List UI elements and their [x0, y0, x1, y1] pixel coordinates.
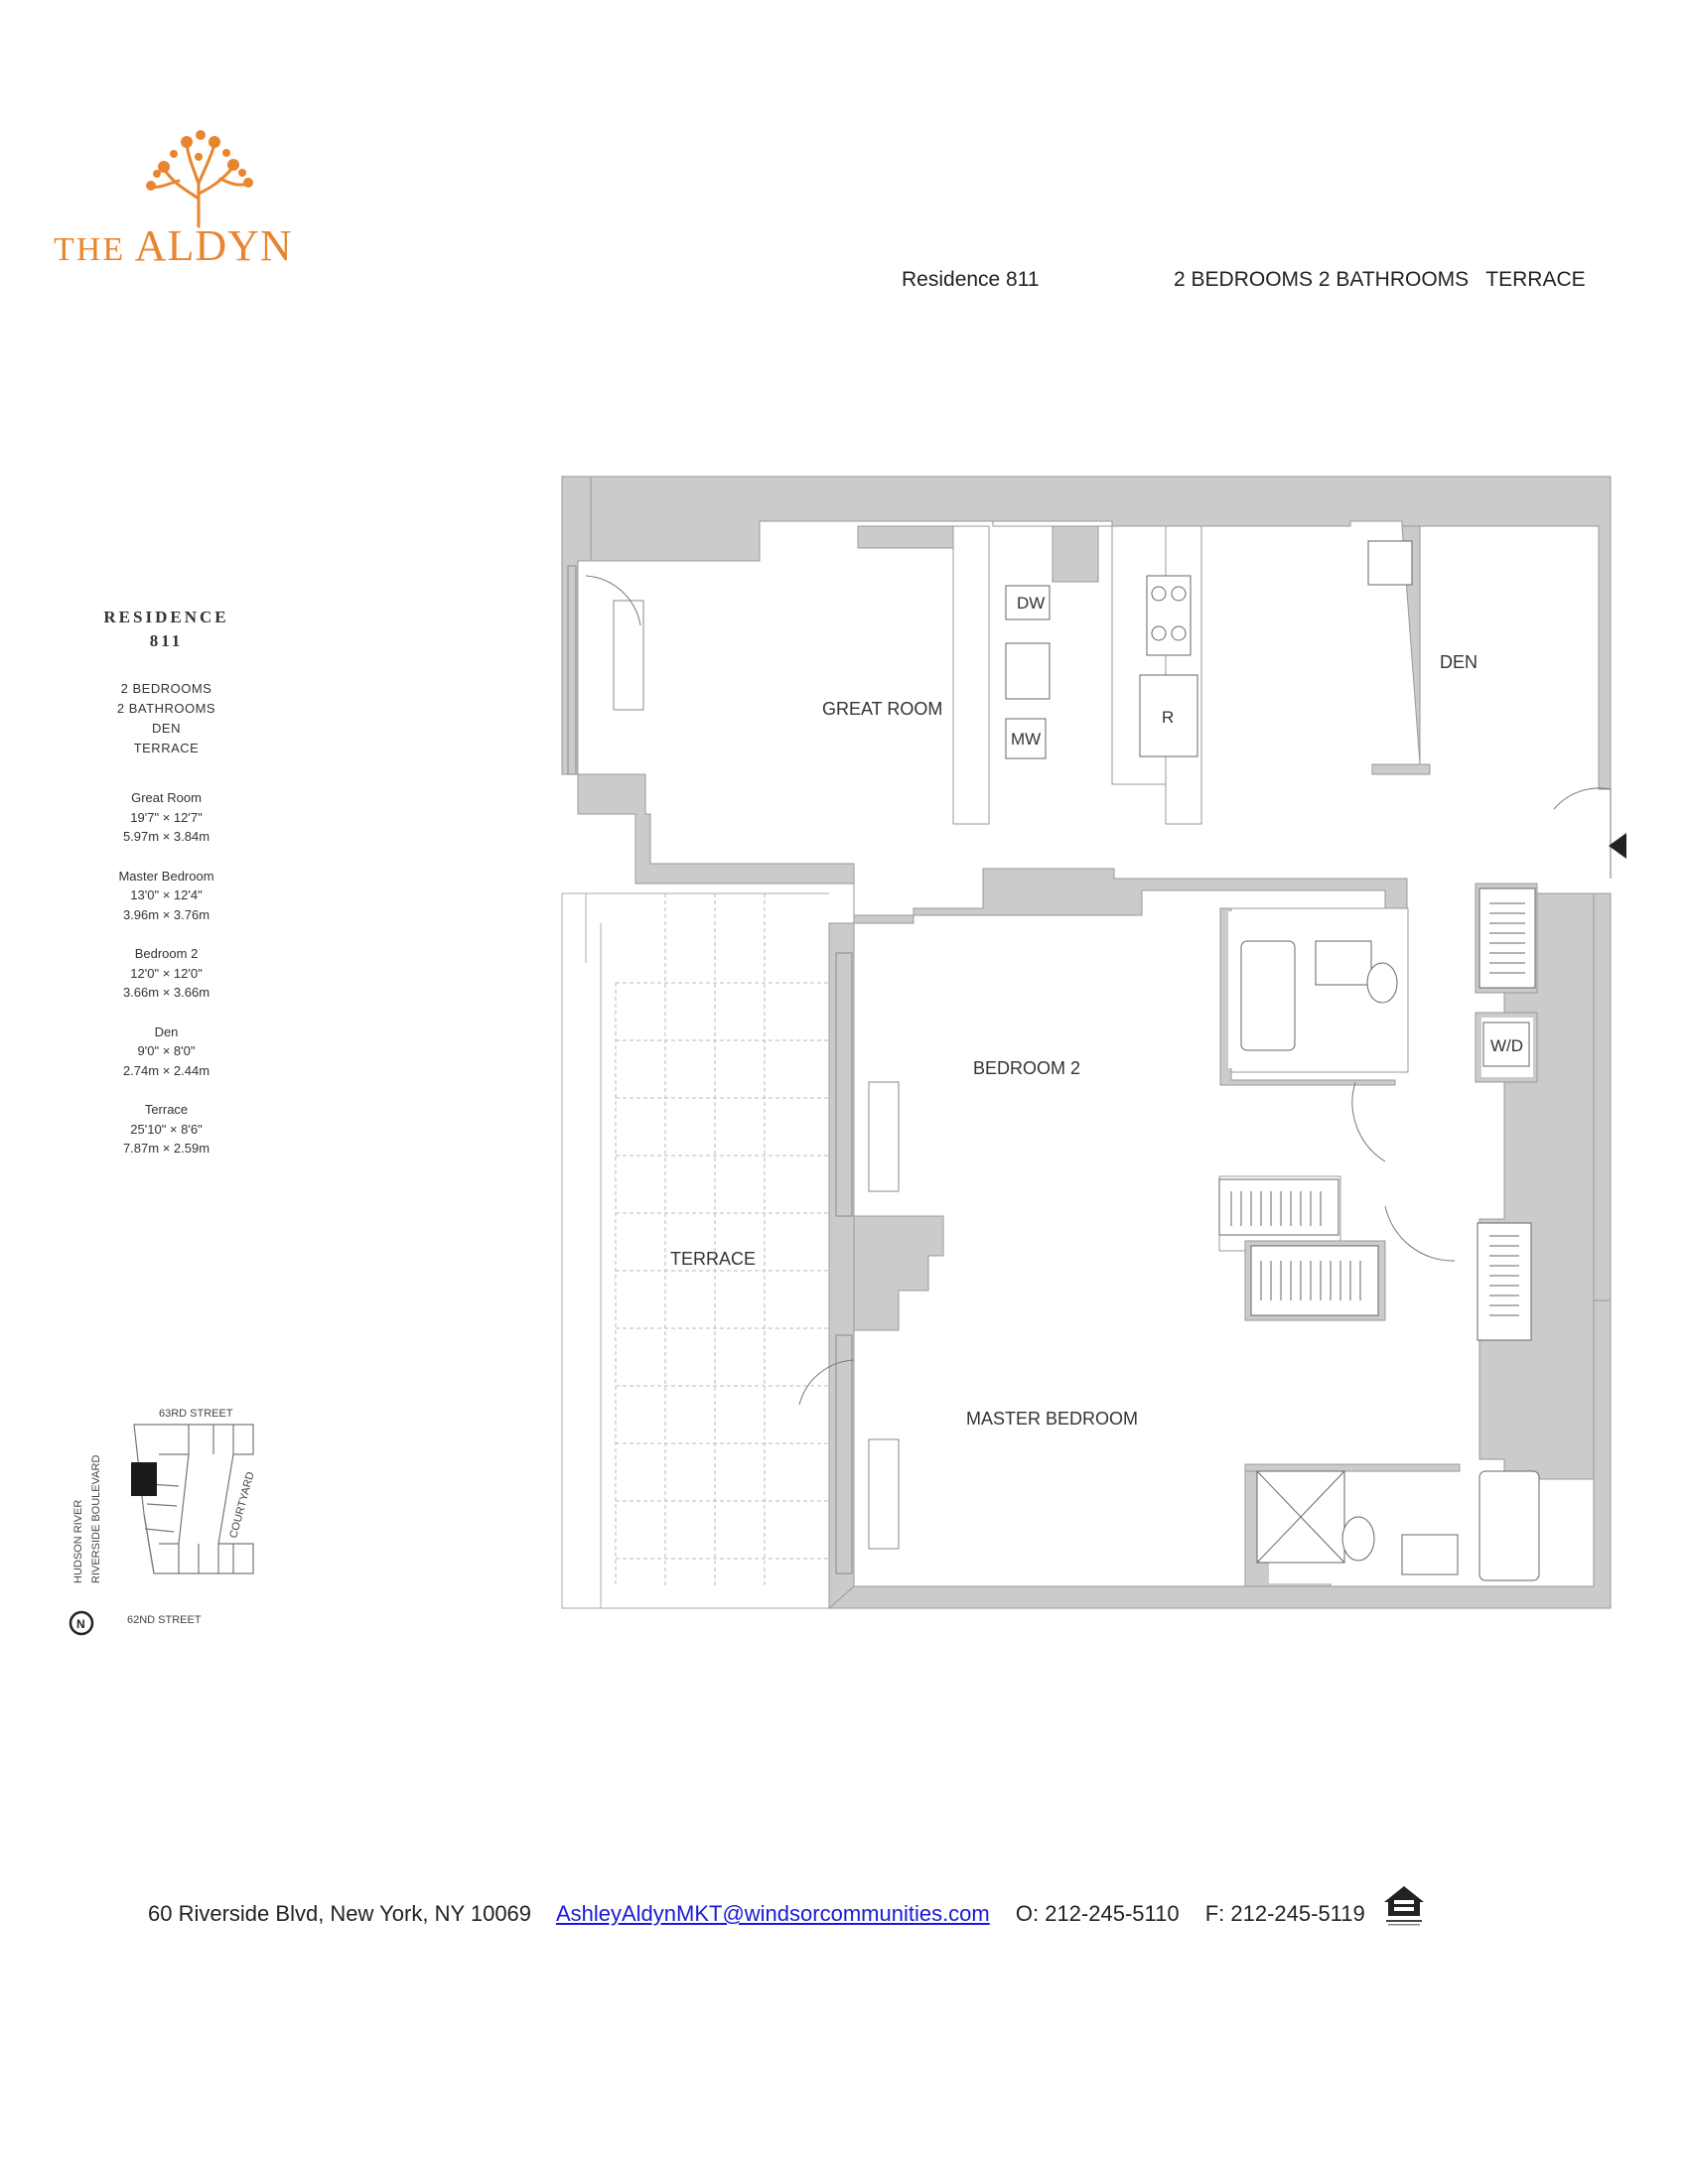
room-metric: 3.96m × 3.76m [122, 906, 211, 922]
room-imperial: 12'0" × 12'0" [130, 965, 203, 981]
doors [586, 576, 1611, 1405]
feature-item: TERRACE [133, 741, 200, 755]
room-dimension-block [60, 944, 273, 1003]
master-bathtub-icon [1479, 1471, 1539, 1580]
room-metric: 2.74m × 2.44m [122, 1062, 211, 1078]
entry-arrow-icon [1609, 833, 1626, 859]
feature-item: 2 BATHROOMS [116, 701, 216, 716]
sidebar-number: 811 [149, 631, 184, 650]
dw-label: DW [1017, 594, 1046, 613]
equal-housing-opportunity-icon [1380, 1882, 1428, 1928]
room-imperial: 9'0" × 8'0" [137, 1043, 196, 1058]
room-name: Den [154, 1024, 179, 1039]
courtyard-label: COURTYARD [227, 1470, 257, 1540]
sidebar-title: RESIDENCE [103, 608, 229, 626]
floor-plan-drawing [556, 467, 1648, 1638]
floor-plan [556, 467, 1648, 1638]
fax-number: F: 212-245-5119 [1204, 1901, 1365, 1926]
stove-icon [1147, 576, 1191, 655]
hudson-river-label: HUDSON RIVER [72, 1499, 84, 1583]
brand-wordmark [54, 220, 293, 271]
den-label: DEN [1440, 652, 1478, 672]
office-phone: O: 212-245-5110 [1015, 1901, 1180, 1926]
north-street-label: 63RD STREET [159, 1408, 233, 1420]
wd-label: W/D [1490, 1036, 1524, 1055]
room-name: Bedroom 2 [134, 946, 199, 961]
mw-label: MW [1011, 730, 1042, 749]
key-plan [60, 1395, 278, 1638]
room-dimension-block [60, 867, 273, 925]
room-name: Terrace [144, 1102, 189, 1117]
key-plan-drawing [60, 1395, 278, 1638]
address: 60 Riverside Blvd, New York, NY 10069 [148, 1901, 532, 1926]
room-name: Master Bedroom [118, 868, 214, 884]
south-street-label: 62ND STREET [127, 1614, 202, 1626]
contact-footer [148, 1901, 1385, 1927]
tree-logo-icon [139, 129, 258, 228]
email-link[interactable]: AshleyAldynMKT@windsorcommunities.com [555, 1901, 990, 1926]
room-metric: 5.97m × 3.84m [122, 829, 211, 844]
riverside-boulevard-label: RIVERSIDE BOULEVARD [90, 1454, 102, 1583]
terrace-label: TERRACE [670, 1249, 757, 1269]
master-toilet-icon [1342, 1517, 1374, 1561]
feature-item: DEN [152, 721, 181, 736]
room-metric: 7.87m × 2.59m [122, 1141, 211, 1156]
residence-sidebar [60, 606, 273, 1178]
plan-walls [562, 477, 1611, 1608]
bedroom2-label: BEDROOM 2 [973, 1058, 1081, 1078]
room-name: Great Room [131, 790, 202, 805]
great-room-label: GREAT ROOM [822, 699, 943, 719]
den-cabinet-icon [1368, 541, 1412, 585]
header-summary: 2 BEDROOMS 2 BATHROOMS TERRACE [1174, 268, 1586, 291]
room-metric: 3.66m × 3.66m [122, 985, 211, 1000]
room-dimension-block [60, 1100, 273, 1159]
toilet-icon [1367, 963, 1397, 1003]
room-imperial: 19'7" × 12'7" [130, 809, 203, 825]
feature-list [60, 679, 273, 758]
kitchen-sink-icon [1006, 643, 1050, 699]
brand-prefix: THE [54, 231, 126, 268]
aldyn-logo [50, 129, 338, 278]
unit-location-marker [131, 1462, 157, 1496]
feature-item: 2 BEDROOMS [120, 681, 212, 696]
master-sink-icon [1402, 1535, 1458, 1574]
room-dimension-block [60, 788, 273, 847]
bathtub-icon [1241, 941, 1295, 1050]
room-imperial: 13'0" × 12'4" [130, 887, 203, 902]
room-imperial: 25'10" × 8'6" [130, 1121, 203, 1137]
r-label: R [1162, 708, 1175, 727]
header-residence: Residence 811 [902, 268, 1040, 291]
room-dimension-block [60, 1023, 273, 1081]
terrace-tiles [616, 893, 829, 1586]
brand-name: ALDYN [134, 221, 293, 270]
north-label: N [76, 1617, 85, 1631]
master-bedroom-label: MASTER BEDROOM [966, 1409, 1139, 1429]
room-dimensions [60, 788, 273, 1159]
bathroom-sink-icon [1316, 941, 1371, 985]
